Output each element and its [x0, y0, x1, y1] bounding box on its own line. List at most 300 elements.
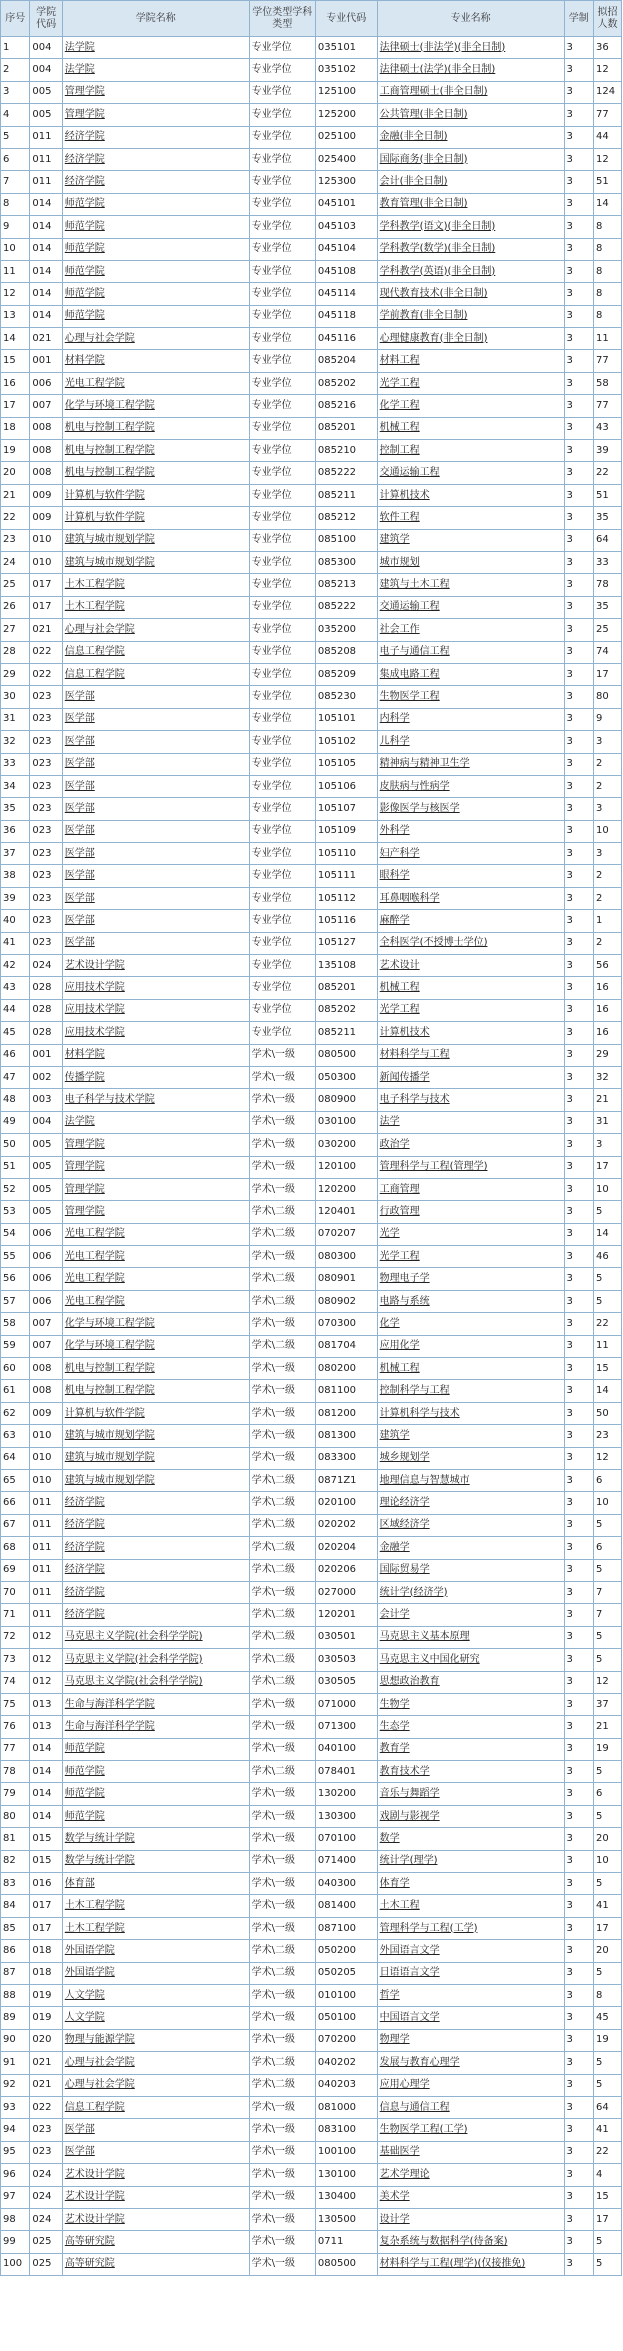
cell-duration: 3: [564, 193, 593, 215]
major-name-link[interactable]: 耳鼻咽喉科学: [377, 887, 564, 909]
cell-seq: 71: [1, 1604, 30, 1626]
major-name-link[interactable]: 物理电子学: [377, 1268, 564, 1290]
school-name-link[interactable]: 土木工程学院: [62, 1917, 249, 1939]
major-name-link[interactable]: 日语语言文学: [377, 1962, 564, 1984]
school-name-link[interactable]: 医学部: [62, 910, 249, 932]
cell-planned: 5: [593, 1761, 621, 1783]
cell-seq: 31: [1, 708, 30, 730]
cell-duration: 3: [564, 1313, 593, 1335]
major-name-link[interactable]: 光学工程: [377, 999, 564, 1021]
school-name-link[interactable]: 体育部: [62, 1873, 249, 1895]
cell-duration: 3: [564, 395, 593, 417]
cell-duration: 3: [564, 529, 593, 551]
school-name-link[interactable]: 心理与社会学院: [62, 328, 249, 350]
major-name-link[interactable]: 新闻传播学: [377, 1066, 564, 1088]
school-name-link[interactable]: 材料学院: [62, 1044, 249, 1066]
school-name-link[interactable]: 师范学院: [62, 1738, 249, 1760]
school-name-link[interactable]: 艺术设计学院: [62, 955, 249, 977]
major-name-link[interactable]: 生物医学工程: [377, 686, 564, 708]
major-name-link[interactable]: 应用心理学: [377, 2074, 564, 2096]
school-name-link[interactable]: 法学院: [62, 37, 249, 59]
major-name-link[interactable]: 金融学: [377, 1537, 564, 1559]
school-name-link[interactable]: 马克思主义学院(社会科学学院): [62, 1626, 249, 1648]
school-name-link[interactable]: 机电与控制工程学院: [62, 462, 249, 484]
school-name-link[interactable]: 数学与统计学院: [62, 1850, 249, 1872]
major-name-link[interactable]: 机械工程: [377, 1358, 564, 1380]
major-name-link[interactable]: 城市规划: [377, 551, 564, 573]
major-name-link[interactable]: 计算机科学与技术: [377, 1402, 564, 1424]
cell-duration: 3: [564, 1649, 593, 1671]
school-name-link[interactable]: 土木工程学院: [62, 574, 249, 596]
cell-degree-type: 专业学位: [249, 395, 315, 417]
school-name-link[interactable]: 光电工程学院: [62, 1246, 249, 1268]
major-name-link[interactable]: 工商管理硕士(非全日制): [377, 81, 564, 103]
school-name-link[interactable]: 师范学院: [62, 283, 249, 305]
school-name-link[interactable]: 经济学院: [62, 1492, 249, 1514]
major-name-link[interactable]: 数学: [377, 1828, 564, 1850]
major-name-link[interactable]: 机械工程: [377, 977, 564, 999]
major-name-link[interactable]: 中国语言文学: [377, 2007, 564, 2029]
cell-planned: 1: [593, 910, 621, 932]
header-major-name: 专业名称: [377, 1, 564, 37]
school-name-link[interactable]: 应用技术学院: [62, 999, 249, 1021]
major-name-link[interactable]: 化学工程: [377, 395, 564, 417]
school-name-link[interactable]: 建筑与城市规划学院: [62, 551, 249, 573]
cell-duration: 3: [564, 1425, 593, 1447]
school-name-link[interactable]: 艺术设计学院: [62, 2164, 249, 2186]
major-name-link[interactable]: 管理科学与工程(工学): [377, 1917, 564, 1939]
school-name-link[interactable]: 计算机与软件学院: [62, 484, 249, 506]
table-row: [1, 686, 622, 708]
school-name-link[interactable]: 光电工程学院: [62, 1268, 249, 1290]
major-name-link[interactable]: 理论经济学: [377, 1492, 564, 1514]
school-name-link[interactable]: 医学部: [62, 686, 249, 708]
cell-planned: 8: [593, 305, 621, 327]
school-name-link[interactable]: 化学与环境工程学院: [62, 1335, 249, 1357]
major-name-link[interactable]: 学科教学(英语)(非全日制): [377, 260, 564, 282]
cell-seq: 33: [1, 753, 30, 775]
cell-degree-type: 专业学位: [249, 59, 315, 81]
school-name-link[interactable]: 医学部: [62, 820, 249, 842]
major-name-link[interactable]: 麻醉学: [377, 910, 564, 932]
major-name-link[interactable]: 化学: [377, 1313, 564, 1335]
cell-school-code: 010: [30, 1447, 62, 1469]
table-row: [1, 1537, 622, 1559]
school-name-link[interactable]: 医学部: [62, 775, 249, 797]
school-name-link[interactable]: 化学与环境工程学院: [62, 1313, 249, 1335]
school-name-link[interactable]: 计算机与软件学院: [62, 1402, 249, 1424]
cell-seq: 87: [1, 1962, 30, 1984]
school-name-link[interactable]: 管理学院: [62, 1156, 249, 1178]
school-name-link[interactable]: 计算机与软件学院: [62, 507, 249, 529]
school-name-link[interactable]: 机电与控制工程学院: [62, 1380, 249, 1402]
school-name-link[interactable]: 医学部: [62, 731, 249, 753]
major-name-link[interactable]: 电子与通信工程: [377, 641, 564, 663]
school-name-link[interactable]: 高等研究院: [62, 2231, 249, 2253]
school-name-link[interactable]: 艺术设计学院: [62, 2208, 249, 2230]
cell-planned: 35: [593, 507, 621, 529]
school-name-link[interactable]: 心理与社会学院: [62, 619, 249, 641]
school-name-link[interactable]: 马克思主义学院(社会科学学院): [62, 1649, 249, 1671]
school-name-link[interactable]: 医学部: [62, 753, 249, 775]
major-name-link[interactable]: 社会工作: [377, 619, 564, 641]
cell-school-code: 007: [30, 1335, 62, 1357]
school-name-link[interactable]: 信息工程学院: [62, 641, 249, 663]
cell-duration: 3: [564, 1559, 593, 1581]
major-name-link[interactable]: 区域经济学: [377, 1514, 564, 1536]
major-name-link[interactable]: 公共管理(非全日制): [377, 104, 564, 126]
major-name-link[interactable]: 国际贸易学: [377, 1559, 564, 1581]
table-row: [1, 1111, 622, 1133]
school-name-link[interactable]: 信息工程学院: [62, 2096, 249, 2118]
cell-seq: 9: [1, 216, 30, 238]
cell-planned: 44: [593, 126, 621, 148]
cell-degree-type: 学术\一级: [249, 1828, 315, 1850]
cell-duration: 3: [564, 1492, 593, 1514]
major-name-link[interactable]: 集成电路工程: [377, 663, 564, 685]
cell-duration: 3: [564, 977, 593, 999]
school-name-link[interactable]: 经济学院: [62, 1537, 249, 1559]
school-name-link[interactable]: 外国语学院: [62, 1940, 249, 1962]
table-row: [1, 1895, 622, 1917]
cell-duration: 3: [564, 305, 593, 327]
cell-degree-type: 学术\一级: [249, 2096, 315, 2118]
school-name-link[interactable]: 管理学院: [62, 1134, 249, 1156]
major-name-link[interactable]: 金融(非全日制): [377, 126, 564, 148]
major-name-link[interactable]: 法学: [377, 1111, 564, 1133]
school-name-link[interactable]: 土木工程学院: [62, 596, 249, 618]
table-row: [1, 753, 622, 775]
major-name-link[interactable]: 复杂系统与数据科学(待备案): [377, 2231, 564, 2253]
cell-school-code: 014: [30, 1783, 62, 1805]
major-name-link[interactable]: 美术学: [377, 2186, 564, 2208]
major-name-link[interactable]: 政治学: [377, 1134, 564, 1156]
major-name-link[interactable]: 心理健康教育(非全日制): [377, 328, 564, 350]
cell-degree-type: 学术\一级: [249, 1111, 315, 1133]
school-name-link[interactable]: 法学院: [62, 59, 249, 81]
school-name-link[interactable]: 电子科学与技术学院: [62, 1089, 249, 1111]
cell-major-code: 020100: [315, 1492, 377, 1514]
school-name-link[interactable]: 人文学院: [62, 2007, 249, 2029]
cell-major-code: 085300: [315, 551, 377, 573]
major-name-link[interactable]: 学科教学(数学)(非全日制): [377, 238, 564, 260]
cell-degree-type: 学术\一级: [249, 1693, 315, 1715]
school-name-link[interactable]: 经济学院: [62, 126, 249, 148]
major-name-link[interactable]: 生物学: [377, 1693, 564, 1715]
table-row: [1, 417, 622, 439]
school-name-link[interactable]: 建筑与城市规划学院: [62, 1425, 249, 1447]
cell-seq: 16: [1, 372, 30, 394]
cell-planned: 29: [593, 1044, 621, 1066]
major-name-link[interactable]: 物理学: [377, 2029, 564, 2051]
cell-major-code: 071300: [315, 1716, 377, 1738]
major-name-link[interactable]: 管理科学与工程(管理学): [377, 1156, 564, 1178]
school-name-link[interactable]: 建筑与城市规划学院: [62, 1470, 249, 1492]
school-name-link[interactable]: 医学部: [62, 798, 249, 820]
cell-planned: 5: [593, 1873, 621, 1895]
major-name-link[interactable]: 行政管理: [377, 1201, 564, 1223]
major-name-link[interactable]: 电路与系统: [377, 1290, 564, 1312]
cell-duration: 3: [564, 843, 593, 865]
cell-school-code: 012: [30, 1671, 62, 1693]
school-name-link[interactable]: 经济学院: [62, 1581, 249, 1603]
major-name-link[interactable]: 教育学: [377, 1738, 564, 1760]
major-name-link[interactable]: 建筑学: [377, 1425, 564, 1447]
major-name-link[interactable]: 生物医学工程(工学): [377, 2119, 564, 2141]
cell-school-code: 022: [30, 641, 62, 663]
cell-duration: 3: [564, 1716, 593, 1738]
cell-major-code: 080500: [315, 2253, 377, 2275]
school-name-link[interactable]: 光电工程学院: [62, 1223, 249, 1245]
school-name-link[interactable]: 医学部: [62, 843, 249, 865]
cell-planned: 11: [593, 328, 621, 350]
major-name-link[interactable]: 统计学(理学): [377, 1850, 564, 1872]
major-name-link[interactable]: 外科学: [377, 820, 564, 842]
major-name-link[interactable]: 妇产科学: [377, 843, 564, 865]
cell-seq: 53: [1, 1201, 30, 1223]
major-name-link[interactable]: 法律硕士(非法学)(非全日制): [377, 37, 564, 59]
cell-seq: 52: [1, 1178, 30, 1200]
major-name-link[interactable]: 国际商务(非全日制): [377, 148, 564, 170]
school-name-link[interactable]: 生命与海洋科学学院: [62, 1693, 249, 1715]
table-row: [1, 1962, 622, 1984]
school-name-link[interactable]: 材料学院: [62, 350, 249, 372]
cell-seq: 14: [1, 328, 30, 350]
school-name-link[interactable]: 经济学院: [62, 1559, 249, 1581]
major-name-link[interactable]: 材料科学与工程(理学)(仅接推免): [377, 2253, 564, 2275]
major-name-link[interactable]: 学科教学(语文)(非全日制): [377, 216, 564, 238]
major-name-link[interactable]: 电子科学与技术: [377, 1089, 564, 1111]
cell-planned: 8: [593, 260, 621, 282]
school-name-link[interactable]: 艺术设计学院: [62, 2186, 249, 2208]
major-name-link[interactable]: 会计学: [377, 1604, 564, 1626]
cell-planned: 124: [593, 81, 621, 103]
school-name-link[interactable]: 师范学院: [62, 1783, 249, 1805]
major-name-link[interactable]: 基础医学: [377, 2141, 564, 2163]
cell-seq: 3: [1, 81, 30, 103]
cell-major-code: 040300: [315, 1873, 377, 1895]
school-name-link[interactable]: 管理学院: [62, 104, 249, 126]
cell-school-code: 014: [30, 238, 62, 260]
cell-major-code: 040203: [315, 2074, 377, 2096]
cell-duration: 3: [564, 440, 593, 462]
school-name-link[interactable]: 外国语学院: [62, 1962, 249, 1984]
major-name-link[interactable]: 全科医学(不授博士学位): [377, 932, 564, 954]
school-name-link[interactable]: 师范学院: [62, 260, 249, 282]
cell-planned: 17: [593, 1156, 621, 1178]
school-name-link[interactable]: 心理与社会学院: [62, 2074, 249, 2096]
table-row: [1, 2119, 622, 2141]
cell-seq: 70: [1, 1581, 30, 1603]
major-name-link[interactable]: 光学: [377, 1223, 564, 1245]
cell-school-code: 023: [30, 708, 62, 730]
cell-seq: 42: [1, 955, 30, 977]
major-name-link[interactable]: 计算机技术: [377, 1022, 564, 1044]
school-name-link[interactable]: 师范学院: [62, 193, 249, 215]
school-name-link[interactable]: 经济学院: [62, 1514, 249, 1536]
school-name-link[interactable]: 法学院: [62, 1111, 249, 1133]
school-name-link[interactable]: 医学部: [62, 865, 249, 887]
cell-planned: 10: [593, 820, 621, 842]
major-name-link[interactable]: 统计学(经济学): [377, 1581, 564, 1603]
cell-major-code: 020202: [315, 1514, 377, 1536]
school-name-link[interactable]: 数学与统计学院: [62, 1828, 249, 1850]
major-name-link[interactable]: 精神病与精神卫生学: [377, 753, 564, 775]
school-name-link[interactable]: 建筑与城市规划学院: [62, 529, 249, 551]
cell-school-code: 004: [30, 1111, 62, 1133]
school-name-link[interactable]: 医学部: [62, 708, 249, 730]
cell-school-code: 017: [30, 1917, 62, 1939]
school-name-link[interactable]: 师范学院: [62, 305, 249, 327]
major-name-link[interactable]: 皮肤病与性病学: [377, 775, 564, 797]
major-name-link[interactable]: 城乡规划学: [377, 1447, 564, 1469]
table-row: [1, 1626, 622, 1648]
major-name-link[interactable]: 材料科学与工程: [377, 1044, 564, 1066]
school-name-link[interactable]: 经济学院: [62, 171, 249, 193]
table-row: [1, 1290, 622, 1312]
major-name-link[interactable]: 地理信息与智慧城市: [377, 1470, 564, 1492]
cell-degree-type: 专业学位: [249, 999, 315, 1021]
major-name-link[interactable]: 马克思主义中国化研究: [377, 1649, 564, 1671]
school-name-link[interactable]: 土木工程学院: [62, 1895, 249, 1917]
table-row: [1, 820, 622, 842]
school-name-link[interactable]: 医学部: [62, 2119, 249, 2141]
school-name-link[interactable]: 师范学院: [62, 216, 249, 238]
major-name-link[interactable]: 思想政治教育: [377, 1671, 564, 1693]
major-name-link[interactable]: 教育管理(非全日制): [377, 193, 564, 215]
school-name-link[interactable]: 管理学院: [62, 81, 249, 103]
cell-seq: 88: [1, 1984, 30, 2006]
cell-degree-type: 学术\一级: [249, 1134, 315, 1156]
school-name-link[interactable]: 物理与能源学院: [62, 2029, 249, 2051]
school-name-link[interactable]: 师范学院: [62, 238, 249, 260]
school-name-link[interactable]: 医学部: [62, 932, 249, 954]
cell-duration: 3: [564, 1358, 593, 1380]
school-name-link[interactable]: 化学与环境工程学院: [62, 395, 249, 417]
school-name-link[interactable]: 管理学院: [62, 1201, 249, 1223]
major-name-link[interactable]: 外国语言文学: [377, 1940, 564, 1962]
school-name-link[interactable]: 医学部: [62, 2141, 249, 2163]
major-name-link[interactable]: 生态学: [377, 1716, 564, 1738]
major-name-link[interactable]: 儿科学: [377, 731, 564, 753]
cell-duration: 3: [564, 1156, 593, 1178]
cell-duration: 3: [564, 1290, 593, 1312]
table-row: [1, 1044, 622, 1066]
school-name-link[interactable]: 应用技术学院: [62, 977, 249, 999]
cell-degree-type: 学术\一级: [249, 1917, 315, 1939]
major-name-link[interactable]: 控制工程: [377, 440, 564, 462]
school-name-link[interactable]: 经济学院: [62, 1604, 249, 1626]
school-name-link[interactable]: 师范学院: [62, 1761, 249, 1783]
cell-school-code: 023: [30, 865, 62, 887]
cell-seq: 94: [1, 2119, 30, 2141]
cell-duration: 3: [564, 148, 593, 170]
cell-planned: 12: [593, 59, 621, 81]
major-name-link[interactable]: 戏剧与影视学: [377, 1805, 564, 1827]
school-name-link[interactable]: 医学部: [62, 887, 249, 909]
school-name-link[interactable]: 机电与控制工程学院: [62, 1358, 249, 1380]
school-name-link[interactable]: 机电与控制工程学院: [62, 417, 249, 439]
school-name-link[interactable]: 人文学院: [62, 1984, 249, 2006]
cell-planned: 21: [593, 1089, 621, 1111]
cell-seq: 28: [1, 641, 30, 663]
major-name-link[interactable]: 艺术设计: [377, 955, 564, 977]
cell-major-code: 135108: [315, 955, 377, 977]
major-name-link[interactable]: 教育技术学: [377, 1761, 564, 1783]
major-name-link[interactable]: 设计学: [377, 2208, 564, 2230]
cell-seq: 50: [1, 1134, 30, 1156]
school-name-link[interactable]: 高等研究院: [62, 2253, 249, 2275]
cell-duration: 3: [564, 1917, 593, 1939]
school-name-link[interactable]: 生命与海洋科学学院: [62, 1716, 249, 1738]
major-name-link[interactable]: 哲学: [377, 1984, 564, 2006]
cell-school-code: 023: [30, 887, 62, 909]
major-name-link[interactable]: 交通运输工程: [377, 462, 564, 484]
major-name-link[interactable]: 光学工程: [377, 372, 564, 394]
major-name-link[interactable]: 体育学: [377, 1873, 564, 1895]
school-name-link[interactable]: 管理学院: [62, 1178, 249, 1200]
major-name-link[interactable]: 建筑与土木工程: [377, 574, 564, 596]
major-name-link[interactable]: 音乐与舞蹈学: [377, 1783, 564, 1805]
major-name-link[interactable]: 发展与教育心理学: [377, 2052, 564, 2074]
major-name-link[interactable]: 控制科学与工程: [377, 1380, 564, 1402]
major-name-link[interactable]: 信息与通信工程: [377, 2096, 564, 2118]
school-name-link[interactable]: 传播学院: [62, 1066, 249, 1088]
major-name-link[interactable]: 土木工程: [377, 1895, 564, 1917]
major-name-link[interactable]: 材料工程: [377, 350, 564, 372]
major-name-link[interactable]: 工商管理: [377, 1178, 564, 1200]
school-name-link[interactable]: 马克思主义学院(社会科学学院): [62, 1671, 249, 1693]
cell-duration: 3: [564, 1447, 593, 1469]
cell-degree-type: 专业学位: [249, 775, 315, 797]
school-name-link[interactable]: 应用技术学院: [62, 1022, 249, 1044]
school-name-link[interactable]: 心理与社会学院: [62, 2052, 249, 2074]
school-name-link[interactable]: 光电工程学院: [62, 372, 249, 394]
table-row: [1, 2186, 622, 2208]
major-name-link[interactable]: 学前教育(非全日制): [377, 305, 564, 327]
cell-planned: 36: [593, 37, 621, 59]
major-name-link[interactable]: 影像医学与核医学: [377, 798, 564, 820]
major-name-link[interactable]: 应用化学: [377, 1335, 564, 1357]
major-name-link[interactable]: 艺术学理论: [377, 2164, 564, 2186]
major-name-link[interactable]: 现代教育技术(非全日制): [377, 283, 564, 305]
school-name-link[interactable]: 机电与控制工程学院: [62, 440, 249, 462]
cell-degree-type: 学术\二级: [249, 1604, 315, 1626]
school-name-link[interactable]: 光电工程学院: [62, 1290, 249, 1312]
major-name-link[interactable]: 会计(非全日制): [377, 171, 564, 193]
cell-duration: 3: [564, 1805, 593, 1827]
major-name-link[interactable]: 眼科学: [377, 865, 564, 887]
major-name-link[interactable]: 马克思主义基本原理: [377, 1626, 564, 1648]
cell-major-code: 105107: [315, 798, 377, 820]
cell-school-code: 023: [30, 775, 62, 797]
major-name-link[interactable]: 法律硕士(法学)(非全日制): [377, 59, 564, 81]
cell-planned: 2: [593, 775, 621, 797]
major-name-link[interactable]: 交通运输工程: [377, 596, 564, 618]
major-name-link[interactable]: 软件工程: [377, 507, 564, 529]
major-name-link[interactable]: 建筑学: [377, 529, 564, 551]
cell-planned: 10: [593, 1492, 621, 1514]
major-name-link[interactable]: 内科学: [377, 708, 564, 730]
school-name-link[interactable]: 师范学院: [62, 1805, 249, 1827]
school-name-link[interactable]: 经济学院: [62, 148, 249, 170]
major-name-link[interactable]: 计算机技术: [377, 484, 564, 506]
major-name-link[interactable]: 机械工程: [377, 417, 564, 439]
cell-school-code: 012: [30, 1626, 62, 1648]
school-name-link[interactable]: 信息工程学院: [62, 663, 249, 685]
major-name-link[interactable]: 光学工程: [377, 1246, 564, 1268]
school-name-link[interactable]: 建筑与城市规划学院: [62, 1447, 249, 1469]
